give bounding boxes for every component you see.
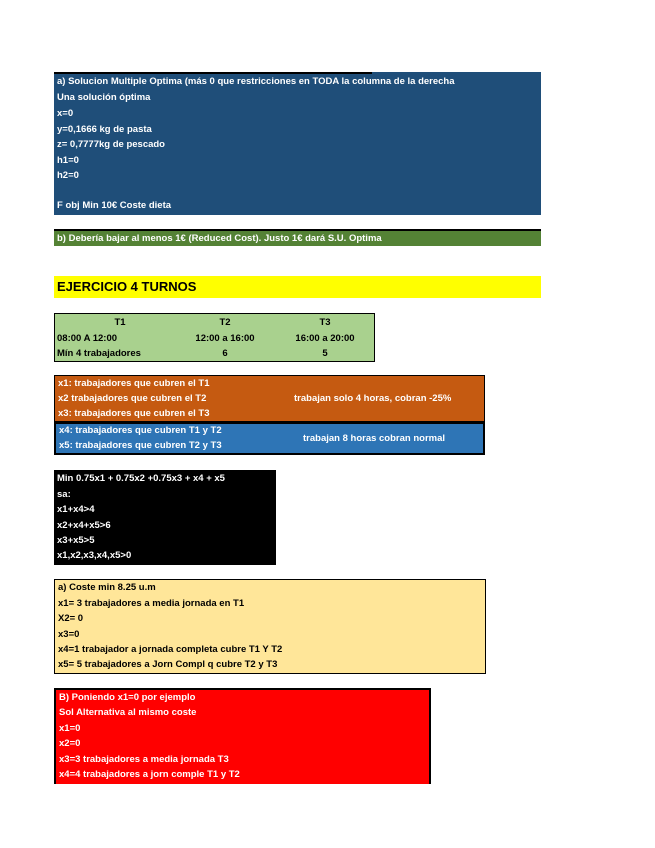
solution-a-line: x3=0 — [58, 629, 80, 640]
variable-line: x5: trabajadores que cubren T2 y T3 — [59, 440, 222, 451]
solution-a-line: x1= 3 trabajadores a media jornada en T1 — [58, 598, 245, 609]
model-line: x1+x4>4 — [57, 504, 95, 515]
table-cell-min-t3: 5 — [322, 348, 328, 359]
model-line: x3+x5>5 — [57, 535, 95, 546]
variables-full-shift-block — [54, 422, 485, 455]
model-line: x1,x2,x3,x4,x5>0 — [57, 550, 132, 561]
exercise-title: EJERCICIO 4 TURNOS — [57, 279, 197, 294]
table-cell-min-t1: Mín 4 trabajadores — [57, 348, 141, 359]
table-cell-hours-t1: 08:00 A 12:00 — [57, 333, 118, 344]
solution-b-line: x3=3 trabajadores a media jornada T3 — [59, 754, 229, 765]
model-line: x2+x4+x5>6 — [57, 520, 111, 531]
section-a-line: h2=0 — [57, 170, 79, 181]
section-a-line: h1=0 — [57, 155, 79, 166]
table-header-t2: T2 — [219, 317, 231, 328]
solution-b-line: B) Poniendo x1=0 por ejemplo — [59, 692, 196, 703]
model-line: sa: — [57, 489, 71, 500]
variable-line: x3: trabajadores que cubren el T3 — [58, 408, 210, 419]
section-b-block — [54, 229, 541, 246]
section-a-line: Una solución óptima — [57, 92, 151, 103]
shifts-table — [54, 313, 375, 362]
solution-b-line: x1=0 — [59, 723, 81, 734]
solution-a-line: x5= 5 trabajadores a Jorn Compl q cubre T2 y T3 — [58, 659, 278, 670]
solution-b-block — [54, 688, 431, 784]
table-header-t1: T1 — [114, 317, 126, 328]
section-a-line: F obj Min 10€ Coste dieta — [57, 200, 172, 211]
variable-line: x2 trabajadores que cubren el T2 — [58, 393, 207, 404]
solution-a-line: x4=1 trabajador a jornada completa cubre T1 Y T2 — [58, 644, 283, 655]
top-border — [54, 72, 372, 74]
section-a-line: y=0,1666 kg de pasta — [57, 124, 152, 135]
half-shift-note: trabajan solo 4 horas, cobran -25% — [294, 393, 452, 404]
exercise-title-bar — [54, 276, 541, 298]
section-b-text: b) Debería bajar al menos 1€ (Reduced Cost). Justo 1€ dará S.U. Optima — [57, 233, 382, 244]
table-cell-hours-t2: 12:00 a 16:00 — [195, 333, 255, 344]
table-cell-hours-t3: 16:00 a 20:00 — [295, 333, 355, 344]
full-shift-note: trabajan 8 horas cobran normal — [303, 433, 446, 444]
solution-a-line: a) Coste min 8.25 u.m — [58, 582, 156, 593]
variable-line: x4: trabajadores que cubren T1 y T2 — [59, 425, 222, 436]
solution-b-line: x2=0 — [59, 738, 81, 749]
solution-a-line: X2= 0 — [58, 613, 84, 624]
variables-half-shift-block — [54, 375, 485, 422]
table-cell-min-t2: 6 — [222, 348, 228, 359]
section-a-line: z= 0,7777kg de pescado — [57, 139, 165, 150]
variable-line: x1: trabajadores que cubren el T1 — [58, 378, 210, 389]
table-header-t3: T3 — [319, 317, 331, 328]
model-block — [54, 470, 276, 565]
solution-b-line: Sol Alternativa al mismo coste — [59, 707, 197, 718]
section-a-line: x=0 — [57, 108, 74, 119]
solution-a-block — [54, 579, 486, 674]
model-line: Min 0.75x1 + 0.75x2 +0.75x3 + x4 + x5 — [57, 473, 225, 484]
section-a-solution-block — [54, 72, 541, 215]
solution-b-line: x4=4 trabajadores a jorn comple T1 y T2 — [59, 769, 240, 780]
section-a-line: a) Solucion Multiple Optima (más 0 que restricciones en TODA la columna de la derecha — [57, 76, 455, 87]
